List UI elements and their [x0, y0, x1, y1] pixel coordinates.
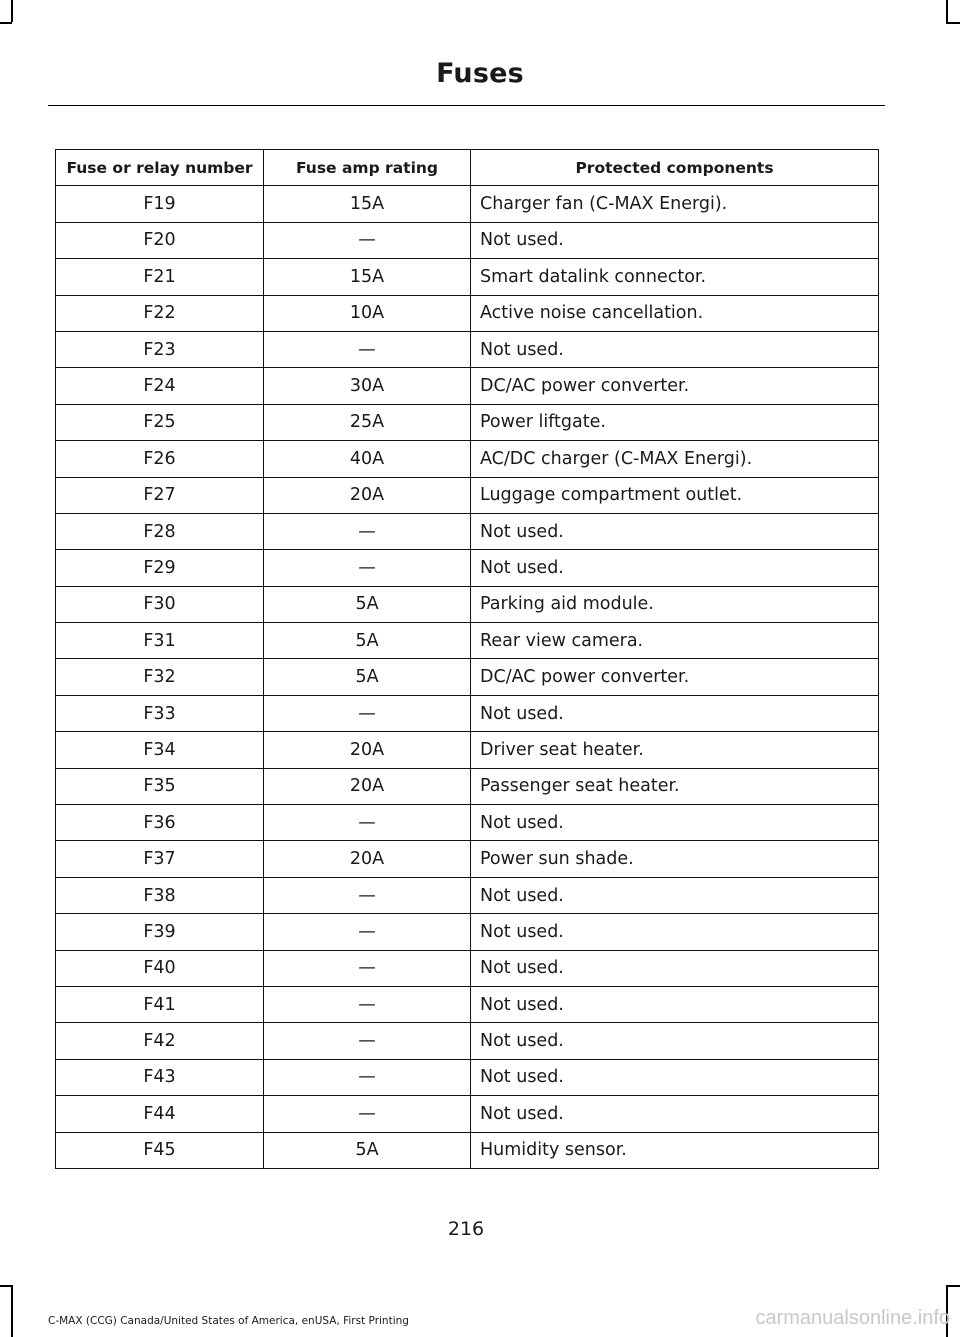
amp-rating-cell: — [264, 805, 471, 841]
table-row [56, 986, 879, 1022]
table-row [56, 732, 879, 768]
protected-component-cell: Not used. [471, 1023, 879, 1059]
fuse-number-cell: F26 [56, 441, 264, 477]
fuse-number-cell: F31 [56, 623, 264, 659]
fuse-number-cell: F37 [56, 841, 264, 877]
amp-rating-cell: 15A [264, 186, 471, 222]
protected-component-cell: Parking aid module. [471, 586, 879, 622]
fuse-number-cell: F33 [56, 695, 264, 731]
protected-component-cell: Not used. [471, 513, 879, 549]
protected-component-cell: Not used. [471, 222, 879, 258]
table-row [56, 841, 879, 877]
amp-rating-cell: — [264, 1023, 471, 1059]
fuse-number-cell: F45 [56, 1132, 264, 1168]
amp-rating-cell: 5A [264, 1132, 471, 1168]
watermark: carmanualsonline.info [755, 1307, 950, 1329]
fuse-number-cell: F25 [56, 404, 264, 440]
table-row [56, 623, 879, 659]
amp-rating-cell: 5A [264, 586, 471, 622]
fuse-number-cell: F38 [56, 877, 264, 913]
column-header-protected-components: Protected components [471, 150, 879, 186]
table-row [56, 550, 879, 586]
amp-rating-cell: 25A [264, 404, 471, 440]
amp-rating-cell: — [264, 1096, 471, 1132]
protected-component-cell: AC/DC charger (C-MAX Energi). [471, 441, 879, 477]
amp-rating-cell: — [264, 914, 471, 950]
fuse-number-cell: F40 [56, 950, 264, 986]
fuse-number-cell: F27 [56, 477, 264, 513]
table-row [56, 877, 879, 913]
table-row [56, 331, 879, 367]
amp-rating-cell: 5A [264, 623, 471, 659]
fuse-number-cell: F21 [56, 259, 264, 295]
amp-rating-cell: — [264, 950, 471, 986]
fuse-number-cell: F20 [56, 222, 264, 258]
protected-component-cell: Driver seat heater. [471, 732, 879, 768]
amp-rating-cell: — [264, 986, 471, 1022]
amp-rating-cell: 30A [264, 368, 471, 404]
fuse-number-cell: F23 [56, 331, 264, 367]
table-row [56, 1132, 879, 1168]
crop-mark-top-left-vertical [11, 0, 13, 22]
table-row [56, 368, 879, 404]
table-row [56, 1059, 879, 1095]
amp-rating-cell: 20A [264, 732, 471, 768]
fuse-number-cell: F35 [56, 768, 264, 804]
protected-component-cell: Not used. [471, 877, 879, 913]
crop-mark-top-right-horizontal [946, 22, 960, 24]
page-title: Fuses [436, 58, 524, 89]
table-row [56, 1023, 879, 1059]
protected-component-cell: Not used. [471, 950, 879, 986]
protected-component-cell: Not used. [471, 695, 879, 731]
amp-rating-cell: — [264, 331, 471, 367]
fuse-number-cell: F39 [56, 914, 264, 950]
publication-info: C-MAX (CCG) Canada/United States of America, enUSA, First Printing [48, 1315, 409, 1327]
fuse-table [55, 149, 879, 1169]
amp-rating-cell: 20A [264, 768, 471, 804]
amp-rating-cell: — [264, 695, 471, 731]
amp-rating-cell: 20A [264, 477, 471, 513]
protected-component-cell: Not used. [471, 1059, 879, 1095]
fuse-number-cell: F44 [56, 1096, 264, 1132]
table-row [56, 441, 879, 477]
protected-component-cell: Not used. [471, 805, 879, 841]
table-row [56, 513, 879, 549]
protected-component-cell: Active noise cancellation. [471, 295, 879, 331]
amp-rating-cell: — [264, 222, 471, 258]
table-row [56, 695, 879, 731]
title-divider [48, 105, 885, 106]
fuse-number-cell: F22 [56, 295, 264, 331]
fuse-number-cell: F29 [56, 550, 264, 586]
protected-component-cell: Luggage compartment outlet. [471, 477, 879, 513]
amp-rating-cell: 15A [264, 259, 471, 295]
amp-rating-cell: — [264, 1059, 471, 1095]
table-header-row [56, 150, 879, 186]
amp-rating-cell: 10A [264, 295, 471, 331]
table-row [56, 404, 879, 440]
protected-component-cell: Humidity sensor. [471, 1132, 879, 1168]
table-row [56, 659, 879, 695]
crop-mark-top-left-horizontal [0, 22, 12, 24]
amp-rating-cell: — [264, 513, 471, 549]
fuse-table-body [56, 186, 879, 1169]
table-row [56, 222, 879, 258]
amp-rating-cell: — [264, 550, 471, 586]
table-row [56, 950, 879, 986]
protected-component-cell: Not used. [471, 986, 879, 1022]
protected-component-cell: Not used. [471, 550, 879, 586]
protected-component-cell: Passenger seat heater. [471, 768, 879, 804]
crop-mark-bottom-right-horizontal [946, 1285, 960, 1287]
page-number: 216 [447, 1218, 485, 1240]
fuse-number-cell: F32 [56, 659, 264, 695]
crop-mark-bottom-left-horizontal [0, 1285, 12, 1287]
protected-component-cell: Not used. [471, 331, 879, 367]
protected-component-cell: Not used. [471, 914, 879, 950]
table-row [56, 295, 879, 331]
table-row [56, 1096, 879, 1132]
fuse-number-cell: F43 [56, 1059, 264, 1095]
protected-component-cell: Smart datalink connector. [471, 259, 879, 295]
protected-component-cell: Rear view camera. [471, 623, 879, 659]
fuse-number-cell: F30 [56, 586, 264, 622]
table-row [56, 768, 879, 804]
table-row [56, 805, 879, 841]
protected-component-cell: Charger fan (C-MAX Energi). [471, 186, 879, 222]
table-row [56, 586, 879, 622]
fuse-number-cell: F42 [56, 1023, 264, 1059]
fuse-number-cell: F41 [56, 986, 264, 1022]
protected-component-cell: Power liftgate. [471, 404, 879, 440]
crop-mark-bottom-left-vertical [11, 1285, 13, 1337]
fuse-number-cell: F36 [56, 805, 264, 841]
column-header-amp-rating: Fuse amp rating [264, 150, 471, 186]
fuse-number-cell: F34 [56, 732, 264, 768]
fuse-number-cell: F24 [56, 368, 264, 404]
protected-component-cell: DC/AC power converter. [471, 368, 879, 404]
table-row [56, 259, 879, 295]
amp-rating-cell: 40A [264, 441, 471, 477]
table-row [56, 914, 879, 950]
fuse-number-cell: F19 [56, 186, 264, 222]
protected-component-cell: DC/AC power converter. [471, 659, 879, 695]
table-row [56, 477, 879, 513]
amp-rating-cell: 5A [264, 659, 471, 695]
protected-component-cell: Not used. [471, 1096, 879, 1132]
column-header-fuse-number: Fuse or relay number [56, 150, 264, 186]
amp-rating-cell: 20A [264, 841, 471, 877]
protected-component-cell: Power sun shade. [471, 841, 879, 877]
amp-rating-cell: — [264, 877, 471, 913]
table-row [56, 186, 879, 222]
fuse-number-cell: F28 [56, 513, 264, 549]
crop-mark-top-right-vertical [946, 0, 948, 22]
